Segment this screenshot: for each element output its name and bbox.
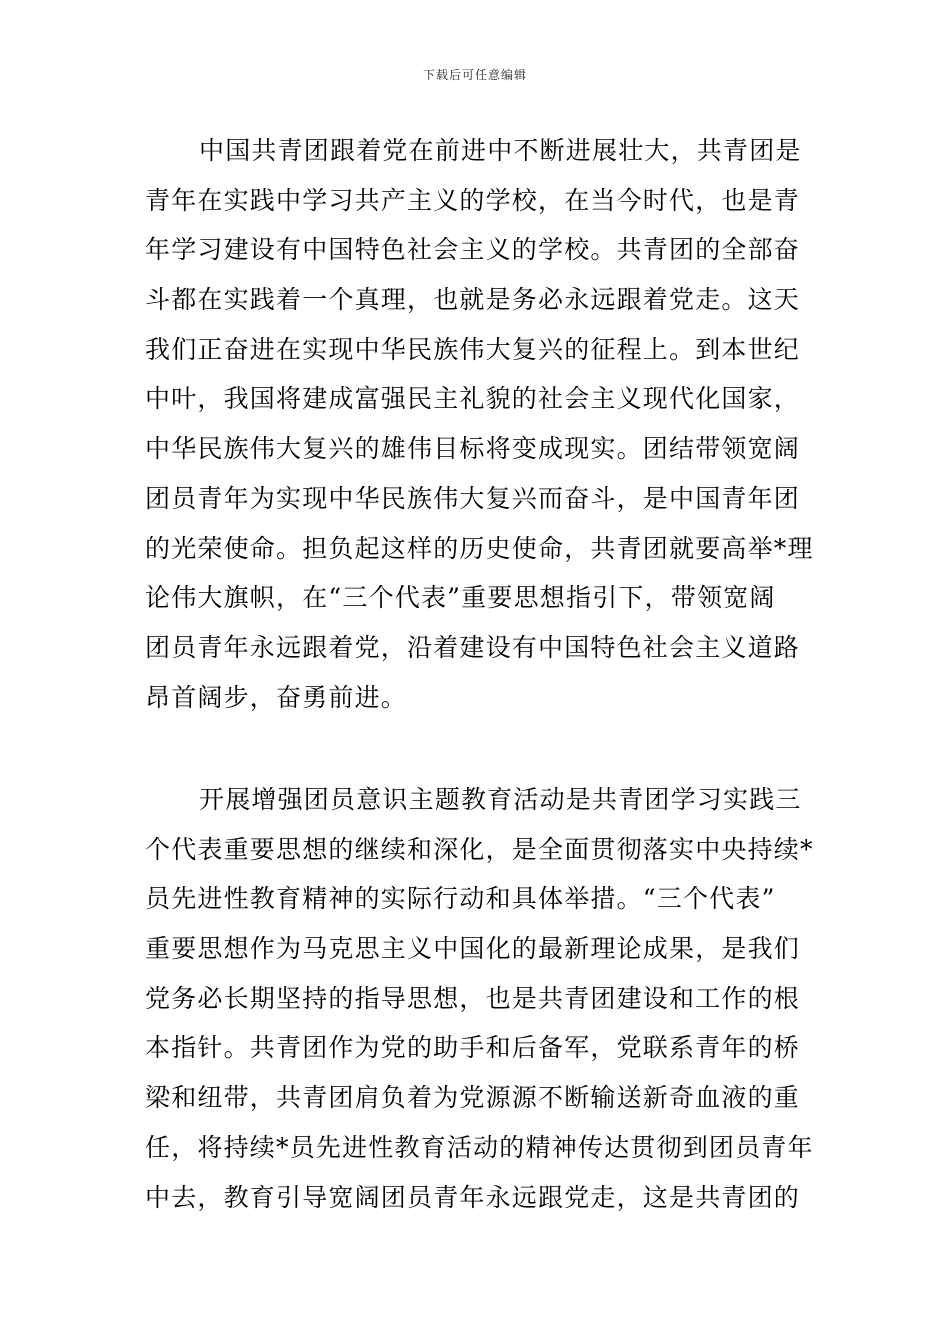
paragraph-1 xyxy=(145,126,814,722)
text-line: 斗都在实践着一个真理，也就是务必永远跟着党走。这天 xyxy=(145,285,801,315)
text-line: 任，将持续*员先进性教育活动的精神传达贯彻到团员青年 xyxy=(145,1132,814,1162)
text-line: 中国共青团跟着党在前进中不断进展壮大，共青团是 xyxy=(199,136,802,165)
text-line: 的光荣使命。担负起这样的历史使命，共青团就要高举*理 xyxy=(145,533,814,563)
text-line: 团员青年为实现中华民族伟大复兴而奋斗，是中国青年团 xyxy=(145,483,801,513)
text-line: 中华民族伟大复兴的雄伟目标将变成现实。团结带领宽阔 xyxy=(145,434,801,464)
text-line: 中去，教育引导宽阔团员青年永远跟党走，这是共青团的 xyxy=(145,1182,801,1212)
text-line: 中叶，我国将建成富强民主礼貌的社会主义现代化国家， xyxy=(145,384,801,414)
text-line: 团员青年永远跟着党，沿着建设有中国特色社会主义道路 xyxy=(145,632,801,662)
text-line: 本指针。共青团作为党的助手和后备军，党联系青年的桥 xyxy=(145,1033,801,1063)
text-line: 论伟大旗帜，在“三个代表”重要思想指引下，带领宽阔 xyxy=(145,583,776,613)
text-line: 青年在实践中学习共产主义的学校，在当今时代，也是青 xyxy=(145,185,801,215)
text-line: 重要思想作为马克思主义中国化的最新理论成果，是我们 xyxy=(145,934,801,964)
text-line: 开展增强团员意识主题教育活动是共青团学习实践三 xyxy=(199,785,802,814)
text-line: 年学习建设有中国特色社会主义的学校。共青团的全部奋 xyxy=(145,235,801,265)
text-line: 个代表重要思想的继续和深化，是全面贯彻落实中央持续* xyxy=(145,834,814,864)
text-line: 我们正奋进在实现中华民族伟大复兴的征程上。到本世纪 xyxy=(145,334,801,364)
page-header: 下载后可任意编辑 xyxy=(422,68,527,82)
paragraph-2 xyxy=(145,775,814,1222)
text-line: 梁和纽带，共青团肩负着为党源源不断输送新奇血液的重 xyxy=(145,1083,801,1113)
text-line: 昂首阔步，奋勇前进。 xyxy=(145,682,408,712)
text-line: 员先进性教育精神的实际行动和具体举措。“三个代表” xyxy=(145,884,776,914)
text-line: 党务必长期坚持的指导思想，也是共青团建设和工作的根 xyxy=(145,983,801,1013)
